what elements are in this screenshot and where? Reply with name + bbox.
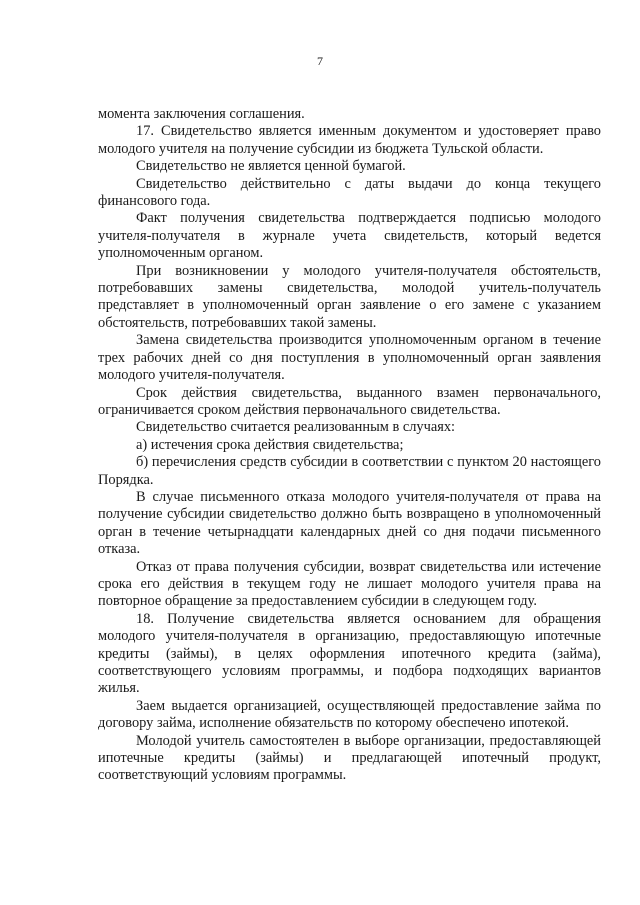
paragraph: В случае письменного отказа молодого учителя-получателя от права на получение субсидии свидетельство должно быть возвращено в уполномоченный орган в течение четырнадцати календарных дней со дня подачи письменного отказа. bbox=[98, 488, 601, 558]
paragraph-item-17: 17. Свидетельство является именным документом и удостоверяет право молодого учителя на получение субсидии из бюджета Тульской области. bbox=[98, 123, 601, 157]
paragraph: Срок действия свидетельства, выданного взамен первоначального, ограничивается сроком действия первоначального свидетельства. bbox=[98, 384, 601, 418]
document-body bbox=[98, 106, 601, 785]
paragraph: При возникновении у молодого учителя-получателя обстоятельств, потребовавших замены свидетельства, молодой учитель-получатель представляет в уполномоченный орган заявление о его замене с указанием обстоятельств, потребовавших такой замены. bbox=[98, 262, 601, 331]
list-item-a: а) истечения срока действия свидетельства; bbox=[136, 436, 404, 453]
paragraph-item-18: 18. Получение свидетельства является основанием для обращения молодого учителя-получателя в организацию, предоставляющую ипотечные кредиты (займы), в целях оформления ипотечного кредита (займа), соответствующего условиям программы, и подбора подходящих вариантов жилья. bbox=[98, 610, 601, 697]
paragraph: Факт получения свидетельства подтверждается подписью молодого учителя-получателя в журнале учета свидетельств, который ведется уполномоченным органом. bbox=[98, 210, 601, 262]
paragraph-continuation: момента заключения соглашения. bbox=[98, 106, 305, 122]
paragraph: Свидетельство действительно с даты выдачи до конца текущего финансового года. bbox=[98, 175, 601, 210]
paragraph: Молодой учитель самостоятелен в выборе организации, предоставляющей ипотечные кредиты (займы) и предлагающей ипотечный продукт, соответствующий условиям программы. bbox=[98, 732, 601, 784]
paragraph: Замена свидетельства производится уполномоченным органом в течение трех рабочих дней со дня поступления в уполномоченный орган заявления молодого учителя-получателя. bbox=[98, 332, 601, 384]
paragraph: Свидетельство считается реализованным в случаях: bbox=[136, 419, 456, 436]
paragraph: Свидетельство не является ценной бумагой. bbox=[136, 158, 406, 175]
paragraph: Отказ от права получения субсидии, возврат свидетельства или истечение срока его действия в текущем году не лишает молодого учителя права на повторное обращение за предоставлением субсидии в следующем году. bbox=[98, 558, 601, 610]
paragraph: Заем выдается организацией, осуществляющей предоставление займа по договору займа, исполнение обязательств по которому обеспечено ипотекой. bbox=[98, 697, 601, 732]
list-item-b: б) перечисления средств субсидии в соответствии с пунктом 20 настоящего Порядка. bbox=[98, 454, 601, 488]
page-number: 7 bbox=[317, 54, 323, 68]
